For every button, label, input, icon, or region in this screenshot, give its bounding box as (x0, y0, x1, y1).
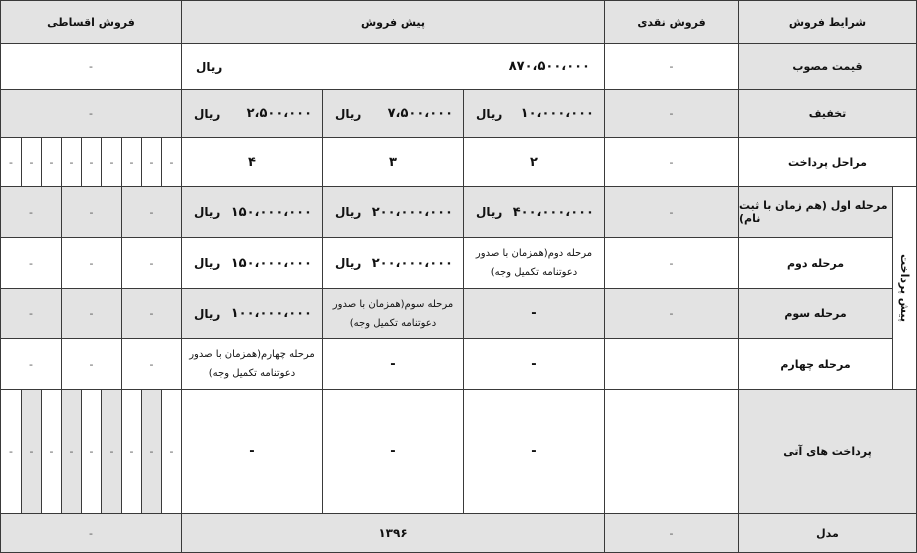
stage2-inst-2: - (61, 237, 122, 289)
stage1-cash: - (604, 186, 739, 238)
stages-value-1: ۲ (463, 137, 605, 187)
stage3-note-line2: دعوتنامه تکمیل وجه) (349, 317, 437, 329)
stages-value-2: ۳ (322, 137, 464, 187)
stage2-currency-2: ریال (194, 256, 221, 270)
stages-inst-3: - (121, 137, 142, 187)
stage3-currency: ریال (194, 306, 221, 321)
stage2-note-line1: مرحله دوم(همزمان با صدور (475, 248, 593, 259)
future-inst-4: - (101, 389, 122, 514)
stage1-cell-3 (181, 186, 323, 238)
row-label-future: پرداخت های آتی (738, 389, 917, 514)
stage2-cash: - (604, 237, 739, 289)
future-presale-3: - (181, 389, 323, 514)
stage2-cell-3 (181, 237, 323, 289)
price-cash: - (604, 43, 739, 90)
discount-currency-1: ریال (476, 106, 503, 121)
header-cash: فروش نقدی (604, 0, 739, 44)
stage4-cash (604, 338, 739, 390)
model-cash: - (604, 513, 739, 553)
row-label-stage1: مرحله اول (هم زمان با ثبت نام) (738, 186, 893, 238)
future-inst-1: - (161, 389, 182, 514)
row-label-stage3: مرحله سوم (738, 288, 893, 339)
stages-inst-8: - (21, 137, 42, 187)
stage3-value: ۱۰۰،۰۰۰،۰۰۰ (230, 306, 312, 321)
stage3-note-line1: مرحله سوم(همزمان با صدور (332, 298, 454, 310)
stages-inst-2: - (141, 137, 162, 187)
discount-cash: - (604, 89, 739, 138)
future-inst-3: - (121, 389, 142, 514)
stage3-inst-1: - (121, 288, 182, 339)
discount-currency-3: ریال (194, 106, 221, 121)
stage3-cash: - (604, 288, 739, 339)
stage1-value-1: ۴۰۰،۰۰۰،۰۰۰ (512, 204, 594, 220)
stage4-note (181, 338, 323, 390)
future-presale-2: - (322, 389, 464, 514)
stage2-value-1: ۲۰۰،۰۰۰،۰۰۰ (371, 255, 453, 271)
stage4-inst-3: - (0, 338, 62, 390)
future-inst-7: - (41, 389, 62, 514)
stages-value-3: ۴ (181, 137, 323, 187)
stage1-currency-1: ریال (476, 205, 503, 219)
stages-inst-6: - (61, 137, 82, 187)
stage1-value-3: ۱۵۰،۰۰۰،۰۰۰ (230, 204, 312, 220)
stage1-cell-1 (463, 186, 605, 238)
side-label-text: پیش پرداخت (898, 254, 911, 322)
stage2-currency-1: ریال (335, 256, 362, 270)
model-value: ۱۳۹۶ (181, 513, 605, 553)
stage1-currency-3: ریال (194, 205, 221, 219)
stage1-inst-3: - (0, 186, 62, 238)
stage3-cell-3 (181, 288, 323, 339)
row-label-stage2: مرحله دوم (738, 237, 893, 289)
future-inst-2: - (141, 389, 162, 514)
stage4-note-line1: مرحله چهارم(همزمان با صدور (189, 349, 315, 360)
price-presale (181, 43, 605, 90)
stage2-note-line2: دعوتنامه تکمیل وجه) (490, 267, 578, 278)
stages-inst-4: - (101, 137, 122, 187)
row-label-model: مدل (738, 513, 917, 553)
stages-inst-7: - (41, 137, 62, 187)
discount-cell-1 (463, 89, 605, 138)
stage4-note-line2: دعوتنامه تکمیل وجه) (208, 368, 296, 379)
future-presale-1: - (463, 389, 605, 514)
stage2-inst-3: - (0, 237, 62, 289)
side-label-prepayment (892, 186, 917, 390)
stages-inst-5: - (81, 137, 102, 187)
discount-value-3: ۲،۵۰۰،۰۰۰ (246, 106, 312, 121)
header-presale: پیش فروش (181, 0, 605, 44)
discount-installment: - (0, 89, 182, 138)
stage3-col1: - (463, 288, 605, 339)
row-label-discount: تخفیف (738, 89, 917, 138)
stage2-value-2: ۱۵۰،۰۰۰،۰۰۰ (230, 255, 312, 271)
stage2-inst-1: - (121, 237, 182, 289)
stage3-inst-2: - (61, 288, 122, 339)
stage2-cell-2 (322, 237, 464, 289)
discount-cell-3 (181, 89, 323, 138)
row-label-stage4: مرحله چهارم (738, 338, 893, 390)
stage3-inst-3: - (0, 288, 62, 339)
future-inst-8: - (21, 389, 42, 514)
stage1-inst-2: - (61, 186, 122, 238)
discount-cell-2 (322, 89, 464, 138)
row-label-price: قیمت مصوب (738, 43, 917, 90)
price-installment: - (0, 43, 182, 90)
stage4-col1: - (463, 338, 605, 390)
stages-inst-1: - (161, 137, 182, 187)
model-installment: - (0, 513, 182, 553)
discount-currency-2: ریال (335, 106, 362, 121)
stage4-inst-2: - (61, 338, 122, 390)
stages-inst-9: - (0, 137, 22, 187)
discount-value-2: ۷،۵۰۰،۰۰۰ (387, 106, 453, 121)
stage4-inst-1: - (121, 338, 182, 390)
future-inst-6: - (61, 389, 82, 514)
header-installment: فروش اقساطی (0, 0, 182, 44)
header-conditions: شرایط فروش (738, 0, 917, 44)
price-value: ۸۷۰،۵۰۰،۰۰۰ (508, 59, 590, 74)
stage3-note (322, 288, 464, 339)
row-label-stages: مراحل پرداخت (738, 137, 917, 187)
discount-value-1: ۱۰،۰۰۰،۰۰۰ (520, 106, 594, 121)
stage1-cell-2 (322, 186, 464, 238)
stage1-value-2: ۲۰۰،۰۰۰،۰۰۰ (371, 204, 453, 220)
stage1-inst-1: - (121, 186, 182, 238)
future-cash (604, 389, 739, 514)
stage1-currency-2: ریال (335, 205, 362, 219)
future-inst-5: - (81, 389, 102, 514)
price-currency: ریال (196, 59, 223, 74)
stages-cash: - (604, 137, 739, 187)
stage2-note (463, 237, 605, 289)
stage4-col2: - (322, 338, 464, 390)
future-inst-9: - (0, 389, 22, 514)
